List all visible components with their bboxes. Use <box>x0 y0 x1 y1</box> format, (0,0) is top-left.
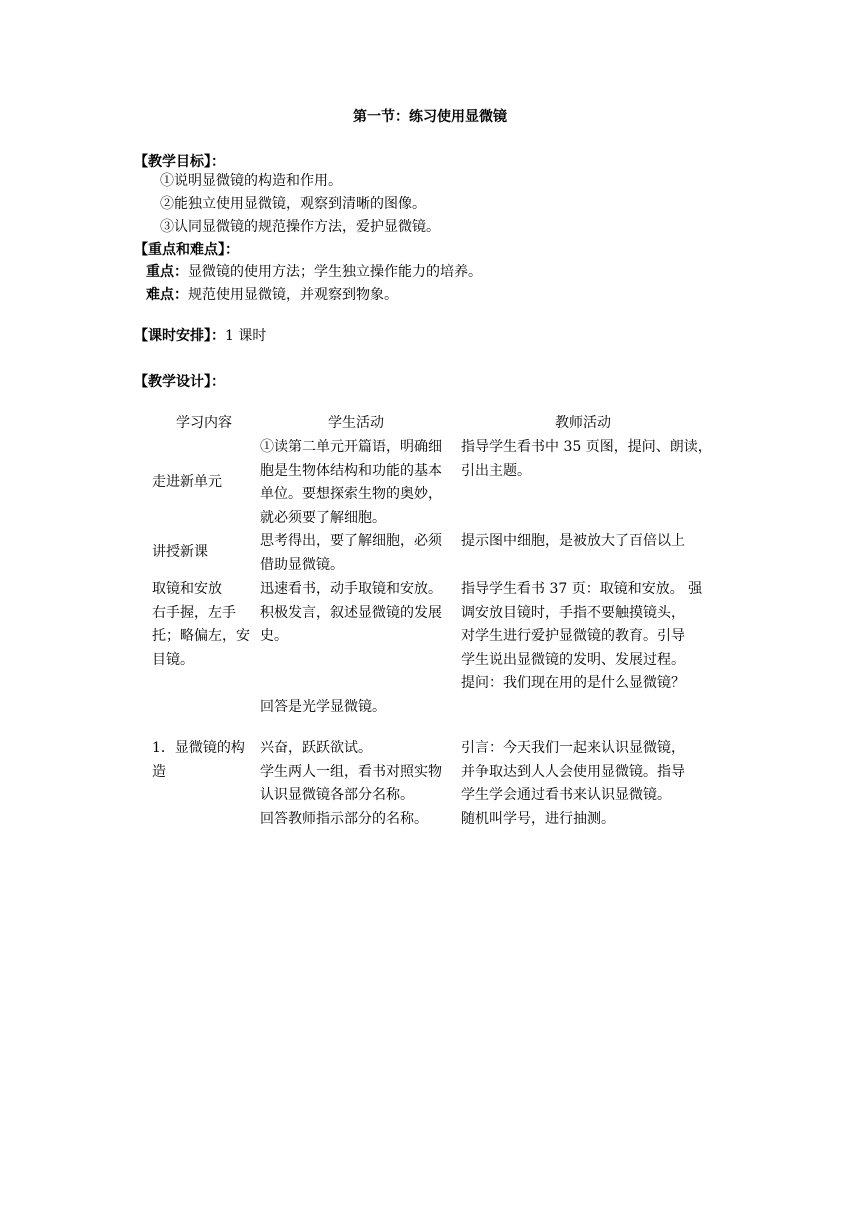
cell-line: 兴奋，跃跃欲试。 <box>260 740 372 756</box>
cell-line: 学生说出显微镜的发明、发展过程。 <box>461 651 685 668</box>
cell-line: 调安放目镜时，手指不要触摸镜头， <box>461 604 685 621</box>
cell-line: 积极发言，叙述显微镜的发展 <box>260 604 442 621</box>
table-row-1-teacher <box>461 436 712 483</box>
cell-line: 思考得出，要了解细胞，必须 <box>260 533 442 549</box>
cell-line: 认识显微镜各部分名称。 <box>260 787 414 803</box>
table-row-3-teacher <box>461 578 702 696</box>
table-row-1-student <box>260 436 442 530</box>
cell-line: ①读第二单元开篇语，明确细 <box>260 439 442 455</box>
table-row-4-content <box>152 737 245 784</box>
cell-line: 1．显微镜的构 <box>152 740 245 756</box>
cell-line: 指导学生看书 37 页：取镜和安放。 强 <box>461 581 703 597</box>
table-row-3-student <box>260 578 442 719</box>
cell-line: 目镜。 <box>152 651 194 668</box>
objective-item: ②能独立使用显微镜，观察到清晰的图像。 <box>160 196 426 212</box>
design-heading: 【教学设计】： <box>134 374 225 390</box>
cell-line: 右手握，左手 <box>152 604 236 621</box>
table-header-content: 学习内容 <box>176 415 232 431</box>
table-row-3-content <box>152 578 250 672</box>
table-row-4-student <box>260 737 442 831</box>
difficult-point-text: 规范使用显微镜，并观察到物象。 <box>188 287 398 303</box>
table-row-1-content <box>152 471 222 495</box>
cell-line: 引出主题。 <box>461 462 531 479</box>
cell-line: 史。 <box>260 628 288 644</box>
key-point-line <box>146 261 482 284</box>
cell-line: 托；略偏左，安 <box>152 628 250 644</box>
table-header-student: 学生活动 <box>328 415 384 431</box>
cell-line: 就必须要了解细胞。 <box>260 509 386 526</box>
table-row-2-content <box>152 541 208 565</box>
cell-line: 学生两人一组，看书对照实物 <box>260 763 442 780</box>
cell-line <box>260 649 442 673</box>
cell-line: 提示图中细胞，是被放大了百倍以上 <box>461 533 685 549</box>
cell-line: 讲授新课 <box>152 544 208 560</box>
cell-line: 对学生进行爱护显微镜的教育。引导 <box>461 628 685 644</box>
table-row-2-teacher <box>461 530 685 554</box>
objective-item: ①说明显微镜的构造和作用。 <box>160 173 342 189</box>
cell-line: 造 <box>152 763 166 780</box>
cell-line: 迅速看书，动手取镜和安放。 <box>260 581 442 597</box>
table-row-2-student <box>260 530 442 577</box>
cell-line: 走进新单元 <box>152 474 222 490</box>
difficult-point-line <box>146 284 398 307</box>
key-points-heading: 【重点和难点】： <box>134 242 239 258</box>
schedule-value: 1 课时 <box>225 328 267 344</box>
cell-line: 胞是生物体结构和功能的基本 <box>260 462 442 479</box>
objectives-heading: 【教学目标】： <box>134 154 225 170</box>
table-row-4-teacher <box>461 737 685 831</box>
cell-line <box>260 672 442 696</box>
cell-line: 引言：今天我们一起来认识显微镜， <box>461 740 685 756</box>
cell-line: 提问：我们现在用的是什么显微镜？ <box>461 675 685 691</box>
cell-line: 取镜和安放 <box>152 581 222 597</box>
page-title: 第一节：练习使用显微镜 <box>353 109 507 125</box>
cell-line: 回答是光学显微镜。 <box>260 698 386 715</box>
cell-line: 回答教师指示部分的名称。 <box>260 810 428 827</box>
cell-line: 指导学生看书中 35 页图，提问、朗读， <box>461 439 712 455</box>
key-point-label: 重点： <box>146 264 188 280</box>
schedule-heading: 【课时安排】： <box>134 328 225 344</box>
cell-line: 随机叫学号，进行抽测。 <box>461 810 615 827</box>
key-point-text: 显微镜的使用方法；学生独立操作能力的培养。 <box>188 264 482 280</box>
schedule-line <box>134 325 266 348</box>
cell-line: 学生学会通过看书来认识显微镜。 <box>461 787 671 803</box>
table-header-teacher: 教师活动 <box>555 415 611 431</box>
difficult-point-label: 难点： <box>146 287 188 303</box>
cell-line: 单位。要想探索生物的奥妙， <box>260 486 442 502</box>
cell-line: 借助显微镜。 <box>260 556 344 573</box>
objective-item: ③认同显微镜的规范操作方法，爱护显微镜。 <box>160 219 440 235</box>
cell-line: 并争取达到人人会使用显微镜。指导 <box>461 763 685 780</box>
